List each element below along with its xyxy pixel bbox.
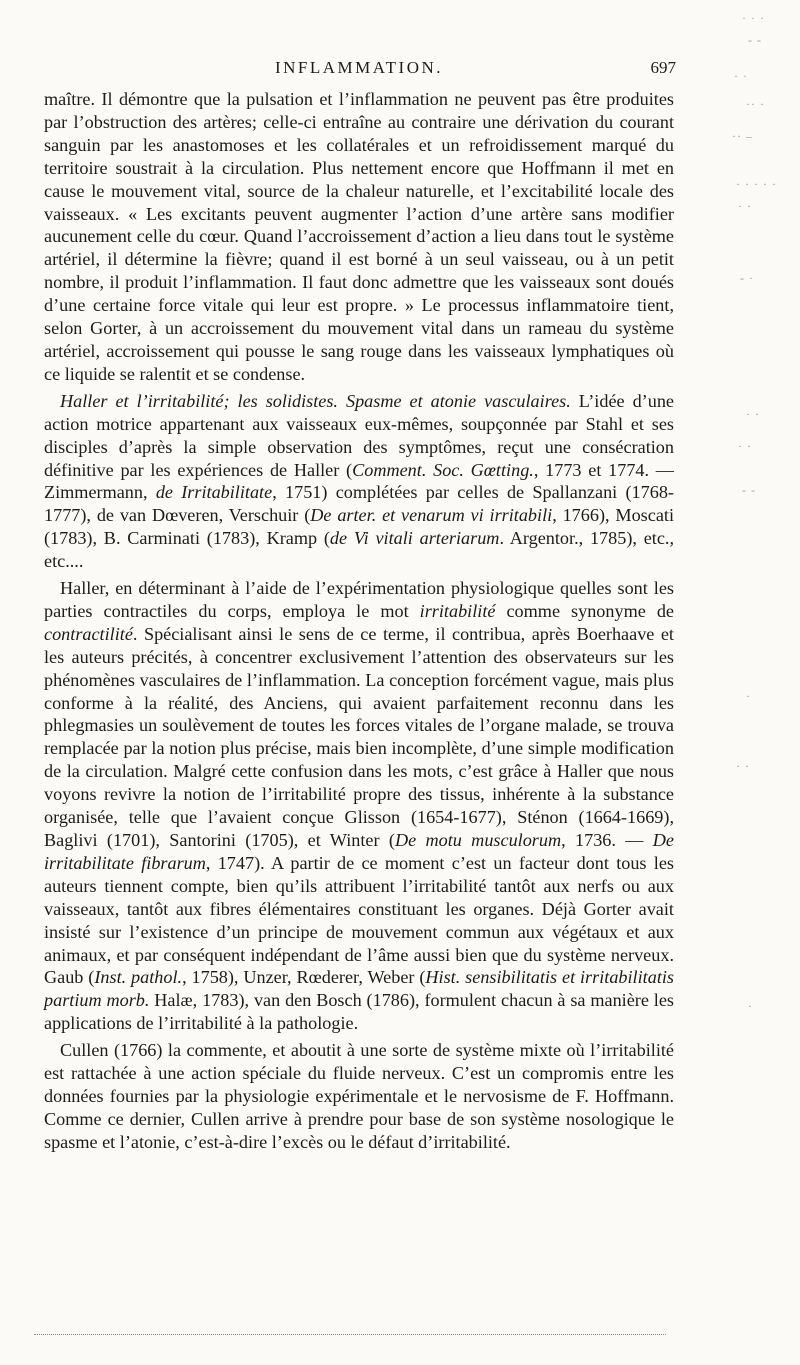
body-text bbox=[44, 88, 674, 1154]
text-run: , 1736. — bbox=[561, 830, 653, 850]
text-run: , 1773 et 1774. — Zimmermann, bbox=[44, 459, 674, 503]
italic-text: Haller et l’irritabilité; les solidistes. Spasme et atonie vasculaires. bbox=[60, 390, 571, 411]
scan-margin-marks: · · · - - · · ·· · ·· – · · · · · · · - · · · · · - - · · · · bbox=[732, 11, 777, 1013]
italic-text: Hist. sensibilitatis et irritabilitatis partium morb. bbox=[44, 967, 674, 1011]
italic-text: Inst. pathol. bbox=[94, 967, 183, 988]
text-run: , 1751) complétées par celles de Spallanzani (1768-1777), de van Dœveren, Verschuir ( bbox=[44, 482, 674, 526]
text-run: , 1747). A partir de ce moment c’est un facteur dont tous les auteurs tiennent compte, bien qu’ils attribuent l’irritabilité tantôt aux nerfs ou aux vaisseaux, tantôt aux fibres élémentaires constituant les organes. Déjà Gorter avait insisté sur l’existence d’un principe de mouvement commun aux végétaux et aux animaux, et par conséquent indépendant de l’âme aussi bien que du système nerveux. Gaub ( bbox=[44, 852, 674, 988]
running-title: INFLAMMATION. bbox=[274, 58, 444, 77]
text-run: . Argentor., 1785), etc., etc.... bbox=[44, 528, 674, 572]
footer-rule bbox=[34, 1334, 666, 1335]
page-header bbox=[44, 54, 674, 84]
italic-text: irritabilité bbox=[419, 600, 496, 621]
paragraph bbox=[44, 577, 674, 1035]
paragraph bbox=[44, 88, 674, 386]
italic-text: De irritabilitate fibrarum bbox=[44, 830, 675, 873]
italic-text: Comment. Soc. Gœtting. bbox=[352, 459, 534, 480]
paragraph bbox=[44, 390, 674, 573]
text-run: . Spécialisant ainsi le sens de ce terme, il contribua, après Boerhaave et les auteurs précités, à concentrer exclusivement l’attention des observateurs sur les phénomènes vasculaires de l’inflammation. La conception forcément vague, mais plus conforme à la réalité, des Anciens, qui avaient parfaitement reconnu dans les phlegmasies un soulèvement de toutes les forces vitales de l’organe malade, se trouva remplacée par la notion plus précise, mais bien incomplète, d’une simple modification de la circulation. Malgré cette confusion dans les mots, c’est grâce à Haller que nous voyons revivre la notion de l’irritabilité propre des tissus, inhérente à la substance organisée, telle que l’avaient conçue Glisson (1654-1677), Sténon (1664-1669), Baglivi (1701), Santorini (1705), et Winter ( bbox=[44, 623, 674, 850]
text-run: maître. Il démontre que la pulsation et l’inflammation ne peuvent pas être produites par l’obstruction des artères; celle-ci entraîne au contraire une dérivation du courant sanguin par les anastomoses et les collatérales et un refroidissement marqué du territoire soustrait à la circulation. Plus nettement encore que Hoffmann il met en cause le mouvement vital, source de la chaleur naturelle, et l’excitabilité locale des vaisseaux. « Les excitants peuvent augmenter l’action d’une artère sans modifier aucunement celle du cœur. Quand l’accroissement d’action a lieu dans tout le système artériel, il détermine la fièvre; quand il est borné à un seul vaisseau, ou à un petit nombre, il produit l’inflammation. Il faut donc admettre que les vaisseaux sont doués d’une certaine force vitale qui leur est propre. » Le processus inflammatoire tient, selon Gorter, à un accroissement du mouvement vital dans un rameau du système artériel, accroissement qui pousse le sang rouge dans les vaisseaux lymphatiques où ce liquide se ralentit et se condense. bbox=[44, 89, 674, 384]
page-number: 697 bbox=[650, 58, 676, 77]
page bbox=[44, 54, 674, 1154]
text-run: , 1758), Unzer, Rœderer, Weber ( bbox=[182, 967, 426, 988]
text-run: Halæ, 1783), van den Bosch (1786), formulent chacun à sa manière les applications de l’irritabilité à la pathologie. bbox=[44, 990, 675, 1034]
italic-text: de Vi vitali arteriarum bbox=[329, 528, 500, 549]
paragraph bbox=[44, 1039, 674, 1154]
text-run: comme synonyme de bbox=[495, 600, 674, 621]
italic-text: de Irritabilitate bbox=[155, 482, 273, 503]
text-run: Haller, en déterminant à l’aide de l’expérimentation physiologique quelles sont les parties contractiles du corps, employa le mot bbox=[44, 578, 674, 621]
text-run: L’idée d’une action motrice appartenant aux vaisseaux eux-mêmes, soupçonnée par Stahl et ses disciples d’après la simple observation des symptômes, reçut une consécration définitive par les expériences de Haller ( bbox=[44, 390, 674, 480]
text-run: Cullen (1766) la commente, et aboutit à une sorte de système mixte où l’irritabilité est rattachée à une action spéciale du fluide nerveux. C’est un compromis entre les données fournies par la physiologie expérimentale et le nervosisme de F. Hoffmann. Comme ce dernier, Cullen arrive à prendre pour base de son système nosologique le spasme et l’atonie, c’est-à-dire l’excès ou le défaut d’irritabilité. bbox=[44, 1040, 674, 1152]
italic-text: contractilité bbox=[44, 623, 133, 644]
text-run: , 1766), Moscati (1783), B. Carminati (1783), Kramp ( bbox=[44, 505, 675, 549]
italic-text: De motu musculorum bbox=[394, 830, 562, 850]
italic-text: De arter. et venarum vi irritabili bbox=[310, 505, 553, 526]
